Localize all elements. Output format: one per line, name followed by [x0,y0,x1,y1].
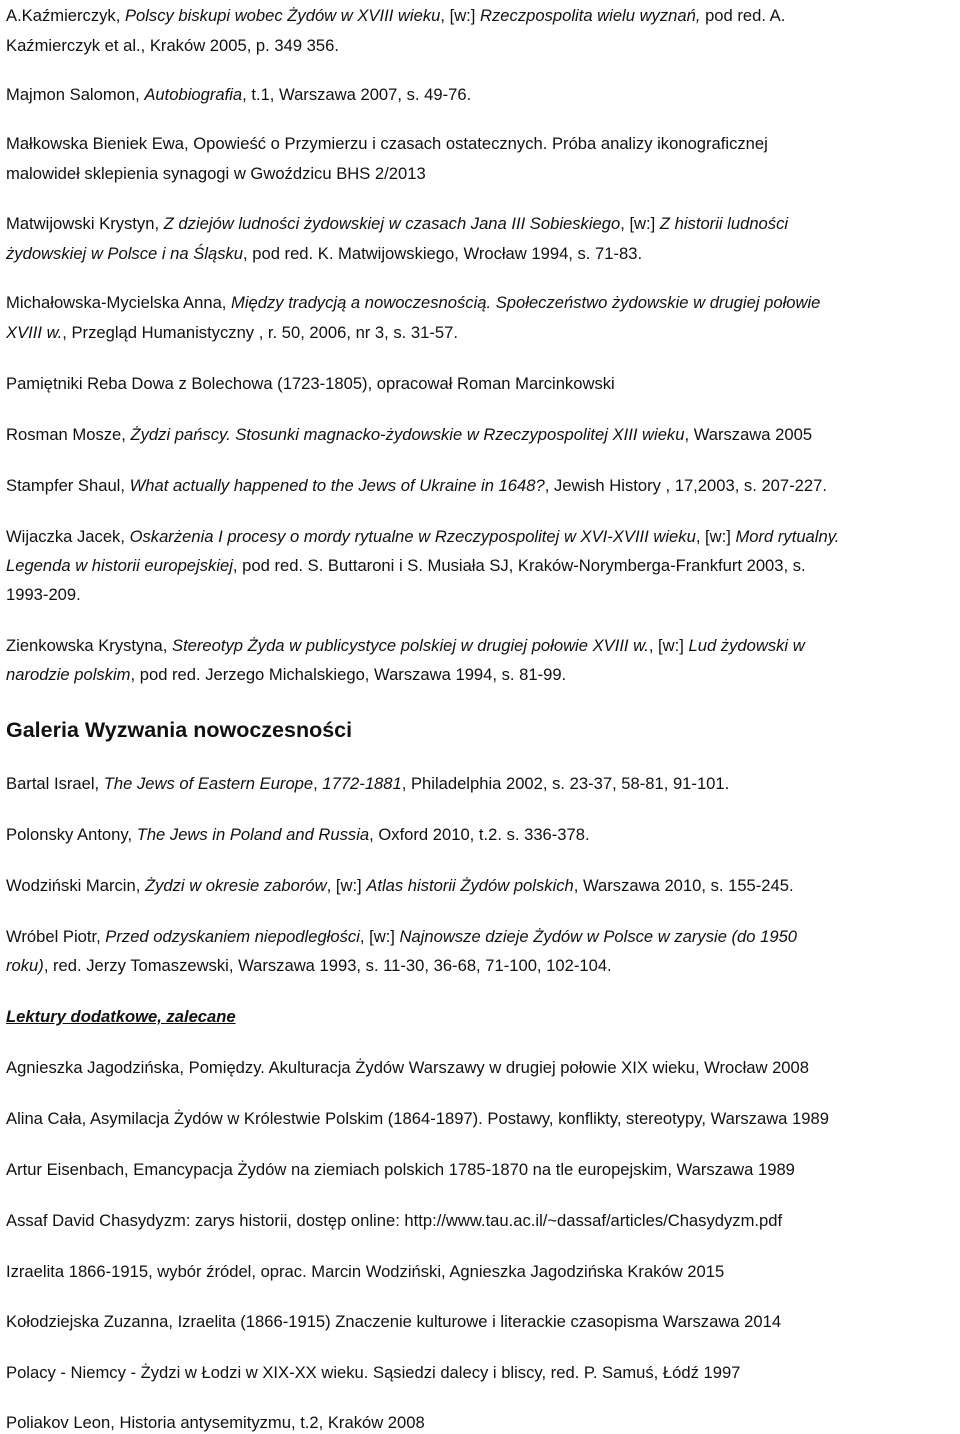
entry-text: , [w:] [440,6,481,25]
entry-title: The Jews in Poland and Russia [136,825,370,844]
entry-title: The Jews of Eastern Europe [103,774,314,793]
bib-entry-polonsky [6,824,590,846]
entry-title: Między tradycją a nowoczesnością. Społeczeństwo żydowskie w drugiej połowie [231,293,821,312]
entry-text: , pod red. Jerzego Michalskiego, Warszawa 1994, s. 81-99. [130,665,567,684]
bib-entry-michalowska-line2 [6,322,458,344]
bib-entry-malkowska-line2: malowideł sklepienia synagogi w Gwoździcu BHS 2/2013 [6,164,426,183]
entry-text: , red. Jerzy Tomaszewski, Warszawa 1993, s. 11-30, 36-68, 71-100, 102-104. [43,956,612,975]
entry-text: , [313,774,323,793]
entry-title: Legenda w historii europejskiej [6,556,233,575]
bib-entry-malkowska-line1 [6,133,768,155]
entry-title: Atlas historii Żydów polskich [366,876,574,895]
bib-entry-zienkowska-line1 [6,635,805,657]
bib-entry-eisenbach: Artur Eisenbach, Emancypacja Żydów na ziemiach polskich 1785-1870 na tle europejskim, Warszawa 1989 [6,1160,795,1179]
bib-entry-rosman [6,424,812,446]
entry-author: Zienkowska Krystyna, [6,636,172,655]
bib-entry-izraelita: Izraelita 1866-1915, wybór źródel, oprac. Marcin Wodziński, Agnieszka Jagodzińska Kraków 2015 [6,1262,725,1281]
entry-author: Matwijowski Krystyn, [6,214,164,233]
bib-entry-bartal [6,773,729,795]
entry-text: , [w:] [359,927,400,946]
entry-author: Stampfer Shaul, [6,476,130,495]
entry-title: Rzeczpospolita wielu wyznań, [480,6,701,25]
entry-title: Najnowsze dzieje Żydów w Polsce w zarysie (do 1950 [399,927,798,946]
entry-title: Oskarżenia I procesy o mordy rytualne w Rzeczypospolitej w XVI-XVIII wieku [129,527,696,546]
entry-text: , Philadelphia 2002, s. 23-37, 58-81, 91-101. [401,774,730,793]
entry-author: Wijaczka Jacek, [6,527,130,546]
bib-entry-wijaczka-line3: 1993-209. [6,585,81,604]
bib-entry-michalowska-line1 [6,292,820,314]
entry-text: , [w:] [620,214,660,233]
entry-title: Żydzi w okresie zaborów [144,876,327,895]
entry-title: roku) [6,956,44,975]
bib-entry-wijaczka-line2 [6,555,806,577]
entry-text: pod red. A. [700,6,786,25]
entry-author: Małkowska Bieniek Ewa, Opowieść o Przymierzu i czasach ostatecznych. [6,134,552,153]
bib-entry-zienkowska-line2 [6,664,566,686]
entry-title: Żydzi pańscy. Stosunki magnacko-żydowskie w Rzeczypospolitej XIII wieku [130,425,685,444]
entry-title: Polscy biskupi wobec Żydów w XVIII wieku [124,6,441,25]
entry-text: , Przegląd Humanistyczny , r. 50, 2006, nr 3, s. 31-57. [62,323,458,342]
entry-title: narodzie polskim [6,665,131,684]
entry-text: , pod red. S. Buttaroni i S. Musiała SJ, Kraków-Norymberga-Frankfurt 2003, s. [232,556,806,575]
bib-entry-kazmierczyk-line1 [6,5,785,27]
bib-entry-wodzinski [6,875,794,897]
entry-author: A.Kaźmierczyk, [6,6,125,25]
entry-text: , Warszawa 2005 [684,425,813,444]
entry-title: Lud żydowski w [688,636,805,655]
entry-text: , Jewish History , 17,2003, s. 207-227. [544,476,827,495]
entry-author: Wodziński Marcin, [6,876,145,895]
subheading-additional-readings: Lektury dodatkowe, zalecane [6,1007,236,1026]
entry-text: , [w:] [695,527,736,546]
section-heading-galeria: Galeria Wyzwania nowoczesności [6,718,353,742]
entry-title: Stereotyp Żyda w publicystyce polskiej w drugiej połowie XVIII w. [172,636,649,655]
entry-author: Bartal Israel, [6,774,104,793]
entry-author: Rosman Mosze, [6,425,131,444]
bib-entry-kolodziejska: Kołodziejska Zuzanna, Izraelita (1866-1915) Znaczenie kulturowe i literackie czasopisma Warszawa 2014 [6,1312,782,1331]
entry-author: Wróbel Piotr, [6,927,106,946]
bib-entry-assaf: Assaf David Chasydyzm: zarys historii, dostęp online: http://www.tau.ac.il/~dassaf/articles/Chasydyzm.pdf [6,1211,783,1230]
entry-title: żydowskiej w Polsce i na Śląsku [6,244,244,263]
entry-author: Polonsky Antony, [6,825,137,844]
entry-title: Przed odzyskaniem niepodległości [105,927,360,946]
bib-entry-jagodzinska: Agnieszka Jagodzińska, Pomiędzy. Akulturacja Żydów Warszawy w drugiej połowie XIX wieku, Wrocław 2008 [6,1058,809,1077]
entry-text: , Warszawa 2010, s. 155-245. [573,876,794,895]
entry-text: , t.1, Warszawa 2007, s. 49-76. [242,85,472,104]
bib-entry-wrobel-line2 [6,955,612,977]
entry-title: 1772-1881 [322,774,402,793]
entry-title: What actually happened to the Jews of Ukraine in 1648? [129,476,545,495]
bib-entry-poliakov: Poliakov Leon, Historia antysemityzmu, t.2, Kraków 2008 [6,1413,425,1432]
entry-title: Z historii ludności [659,214,789,233]
bib-entry-matwijowski-line1 [6,213,788,235]
entry-text: Próba analizy ikonograficznej [551,134,768,153]
entry-title: Autobiografia [144,85,243,104]
entry-title: XVIII w. [6,323,63,342]
entry-text: , [w:] [648,636,689,655]
bib-entry-cala: Alina Cała, Asymilacja Żydów w Królestwie Polskim (1864-1897). Postawy, konflikty, stereotypy, Warszawa 1989 [6,1109,829,1128]
bib-entry-kazmierczyk-line2: Kaźmierczyk et al., Kraków 2005, p. 349 356. [6,36,339,55]
bib-entry-majmon [6,84,471,106]
entry-text: , Oxford 2010, t.2. s. 336-378. [369,825,590,844]
bib-entry-pamietniki: Pamiętniki Reba Dowa z Bolechowa (1723-1805), opracował Roman Marcinkowski [6,374,615,393]
bib-entry-polacy-niemcy-zydzi: Polacy - Niemcy - Żydzi w Łodzi w XIX-XX wieku. Sąsiedzi dalecy i bliscy, red. P. Samuś, Łódź 1997 [6,1363,741,1382]
entry-author: Michałowska-Mycielska Anna, [6,293,232,312]
bib-entry-wijaczka-line1 [6,526,839,548]
entry-text: , pod red. K. Matwijowskiego, Wrocław 1994, s. 71-83. [243,244,643,263]
entry-title: Z dziejów ludności żydowskiej w czasach Jana III Sobieskiego [163,214,621,233]
entry-author: Majmon Salomon, [6,85,145,104]
bib-entry-matwijowski-line2 [6,243,642,265]
bib-entry-stampfer [6,475,827,497]
bib-entry-wrobel-line1 [6,926,797,948]
entry-text: , [w:] [326,876,367,895]
entry-title: Mord rytualny. [735,527,840,546]
